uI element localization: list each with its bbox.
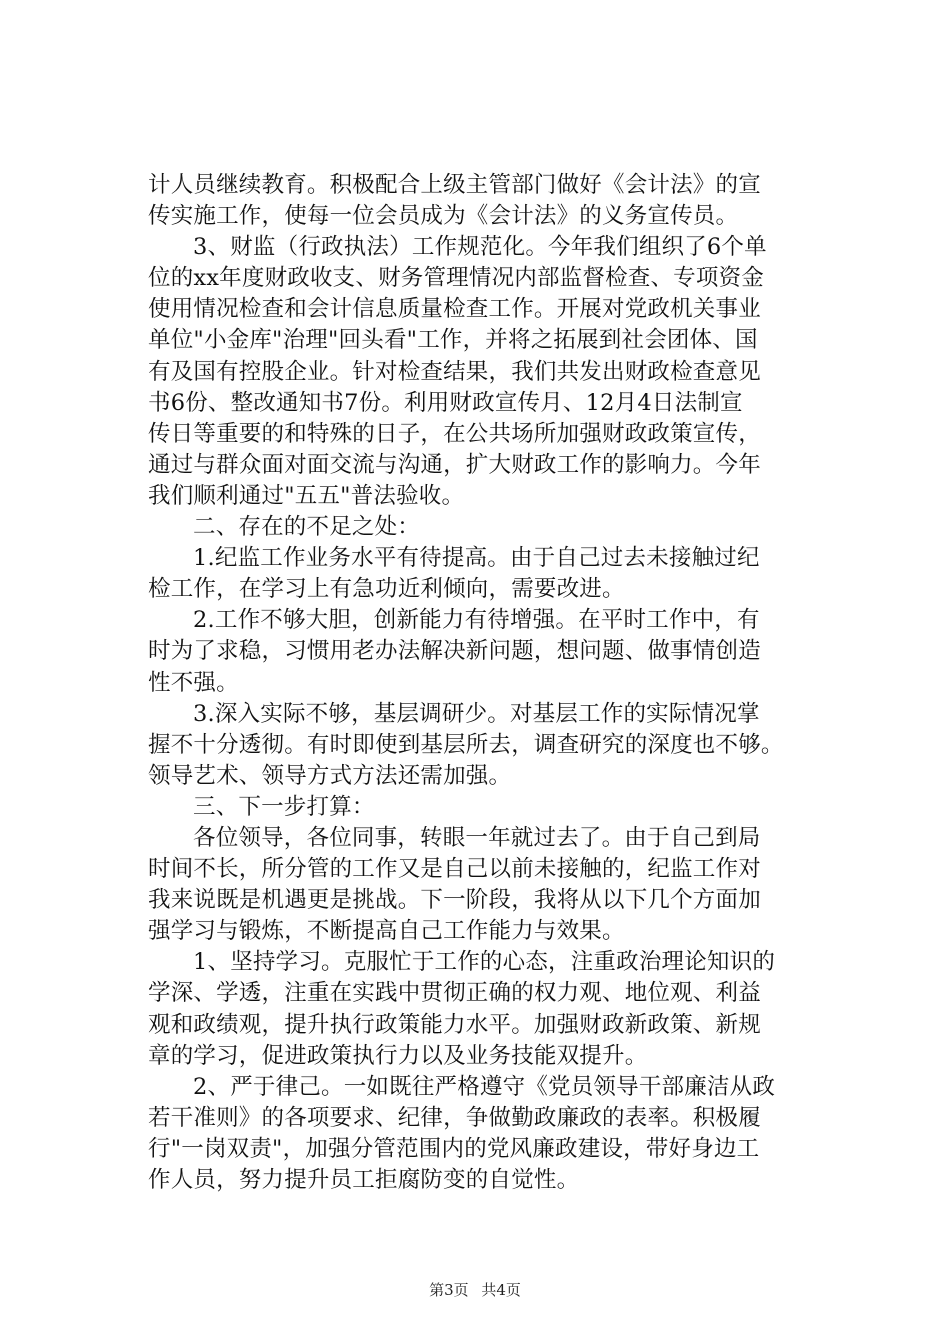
- text-line: 1、坚持学习。克服忙于工作的心态，注重政治理论知识的: [193, 949, 776, 976]
- text-line: 传实施工作，使每一位会员成为《会计法》的义务宣传员。: [148, 203, 739, 230]
- text-line: 2、严于律己。一如既往严格遵守《党员领导干部廉洁从政: [193, 1073, 776, 1100]
- text-line: 1.纪监工作业务水平有待提高。由于自己过去未接触过纪: [193, 545, 760, 572]
- text-line: 计人员继续教育。积极配合上级主管部门做好《会计法》的宣: [148, 172, 761, 198]
- text-line: 使用情况检查和会计信息质量检查工作。开展对党政机关事业: [148, 296, 761, 323]
- text-line: 三、下一步打算：: [193, 793, 375, 820]
- text-line: 行"一岗双责"，加强分管范围内的党风廉政建设，带好身边工: [148, 1135, 760, 1162]
- text-line: 时为了求稳，习惯用老办法解决新问题，想问题、做事情创造: [148, 638, 761, 665]
- text-line: 通过与群众面对面交流与沟通，扩大财政工作的影响力。今年: [148, 451, 761, 478]
- text-line: 2.工作不够大胆，创新能力有待增强。在平时工作中，有: [193, 607, 760, 634]
- text-line: 检工作，在学习上有急功近利倾向，需要改进。: [148, 576, 625, 603]
- page-total: 共4页: [481, 1281, 521, 1299]
- text-line: 学深、学透，注重在实践中贯彻正确的权力观、地位观、利益: [148, 980, 761, 1007]
- text-line: 观和政绩观，提升执行政策能力水平。加强财政新政策、新规: [148, 1011, 761, 1038]
- page-number: 第3页: [429, 1281, 469, 1299]
- document-body: [148, 170, 838, 1196]
- text-line: 单位"小金库"治理"回头看"工作，并将之拓展到社会团体、国: [148, 327, 758, 354]
- text-line: 有及国有控股企业。针对检查结果，我们共发出财政检查意见: [148, 358, 761, 385]
- text-line: 我们顺利通过"五五"普法验收。: [148, 482, 465, 509]
- text-line: 握不十分透彻。有时即使到基层所去，调查研究的深度也不够。: [148, 731, 784, 758]
- text-line: 传日等重要的和特殊的日子，在公共场所加强财政政策宣传，: [148, 420, 761, 447]
- text-line: 作人员，努力提升员工拒腐防变的自觉性。: [148, 1167, 580, 1193]
- text-line: 3、财监（行政执法）工作规范化。今年我们组织了6个单: [193, 234, 767, 261]
- text-line: 强学习与锻炼，不断提高自己工作能力与效果。: [148, 918, 625, 945]
- text-line: 若干准则》的各项要求、纪律，争做勤政廉政的表率。积极履: [148, 1104, 761, 1131]
- page-footer: [0, 1280, 950, 1300]
- text-line: 位的xx年度财政收支、财务管理情况内部监督检查、专项资金: [148, 265, 764, 292]
- text-line: 章的学习，促进政策执行力以及业务技能双提升。: [148, 1042, 648, 1069]
- text-line: 领导艺术、领导方式方法还需加强。: [148, 762, 512, 789]
- text-line: 我来说既是机遇更是挑战。下一阶段，我将从以下几个方面加: [148, 887, 761, 914]
- text-line: 书6份、整改通知书7份。利用财政宣传月、12月4日法制宣: [148, 389, 743, 416]
- text-line: 二、存在的不足之处：: [193, 514, 421, 541]
- text-line: 时间不长，所分管的工作又是自己以前未接触的，纪监工作对: [148, 856, 761, 883]
- text-line: 性不强。: [148, 669, 239, 696]
- text-line: 3.深入实际不够，基层调研少。对基层工作的实际情况掌: [193, 700, 760, 727]
- text-line: 各位领导，各位同事，转眼一年就过去了。由于自己到局: [193, 824, 761, 851]
